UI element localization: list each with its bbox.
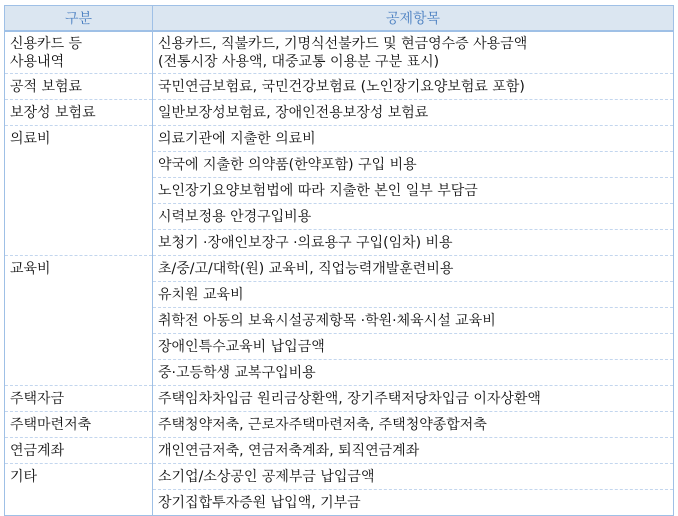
row-item: 장기집합투자증원 납입액, 기부금: [153, 490, 674, 516]
table-row: [5, 230, 674, 256]
row-category: [5, 31, 153, 74]
table-row: [5, 204, 674, 230]
table-row: [5, 100, 674, 126]
table-row: [5, 256, 674, 282]
row-item: 보청기 ·장애인보장구 ·의료용구 구입(임차) 비용: [153, 230, 674, 256]
table-row: [5, 334, 674, 360]
row-item: 일반보장성보험료, 장애인전용보장성 보험료: [153, 100, 674, 126]
table-row: [5, 490, 674, 516]
row-item: 주택청약저축, 근로자주택마련저축, 주택청약종합저축: [153, 412, 674, 438]
table-row: [5, 282, 674, 308]
table-row: [5, 308, 674, 334]
row-category: [5, 490, 153, 516]
row-category: 기타: [5, 464, 153, 490]
table-header-row: [5, 6, 674, 32]
row-item: 국민연금보험료, 국민건강보험료 (노인장기요양보험료 포함): [153, 74, 674, 100]
row-category: 주택마련저축: [5, 412, 153, 438]
row-category: 주택자금: [5, 386, 153, 412]
row-item: 초/중/고/대학(원) 교육비, 직업능력개발훈련비용: [153, 256, 674, 282]
row-item: [153, 31, 674, 74]
row-category: [5, 230, 153, 256]
row-category: [5, 204, 153, 230]
header-category: 구분: [5, 6, 153, 32]
row-category: [5, 178, 153, 204]
row-category: 의료비: [5, 126, 153, 152]
row-category: 보장성 보험료: [5, 100, 153, 126]
table-row: [5, 386, 674, 412]
row-category: [5, 152, 153, 178]
row-item: 장애인특수교육비 납입금액: [153, 334, 674, 360]
row-item: 주택임차차입금 원리금상환액, 장기주택저당차입금 이자상환액: [153, 386, 674, 412]
table-row: [5, 152, 674, 178]
row-item: 소기업/소상공인 공제부금 납입금액: [153, 464, 674, 490]
table-row: [5, 31, 674, 74]
item-label: 신용카드, 직불카드, 기명식선불카드 및 현금영수증 사용금액 (전통시장 사용액, 대중교통 이용분 구분 표시): [158, 36, 528, 70]
table-row: [5, 464, 674, 490]
table-row: [5, 360, 674, 386]
row-category: 연금계좌: [5, 438, 153, 464]
row-item: 노인장기요양보험법에 따라 지출한 본인 일부 부담금: [153, 178, 674, 204]
deduction-table: [4, 5, 674, 516]
row-category: 교육비: [5, 256, 153, 282]
table-row: [5, 412, 674, 438]
header-deduction-item: 공제항목: [153, 6, 674, 32]
row-item: 유치원 교육비: [153, 282, 674, 308]
row-item: 의료기관에 지출한 의료비: [153, 126, 674, 152]
row-item: 중·고등학생 교복구입비용: [153, 360, 674, 386]
row-category: 공적 보험료: [5, 74, 153, 100]
category-label: 신용카드 등 사용내역: [10, 36, 83, 70]
table-row: [5, 438, 674, 464]
row-category: [5, 334, 153, 360]
row-item: 시력보정용 안경구입비용: [153, 204, 674, 230]
row-item: 개인연금저축, 연금저축계좌, 퇴직연금계좌: [153, 438, 674, 464]
row-category: [5, 360, 153, 386]
table-row: [5, 74, 674, 100]
table-row: [5, 126, 674, 152]
table-row: [5, 178, 674, 204]
row-item: 약국에 지출한 의약품(한약포함) 구입 비용: [153, 152, 674, 178]
row-category: [5, 308, 153, 334]
row-category: [5, 282, 153, 308]
row-item: 취학전 아동의 보육시설공제항목 ·학원·체육시설 교육비: [153, 308, 674, 334]
